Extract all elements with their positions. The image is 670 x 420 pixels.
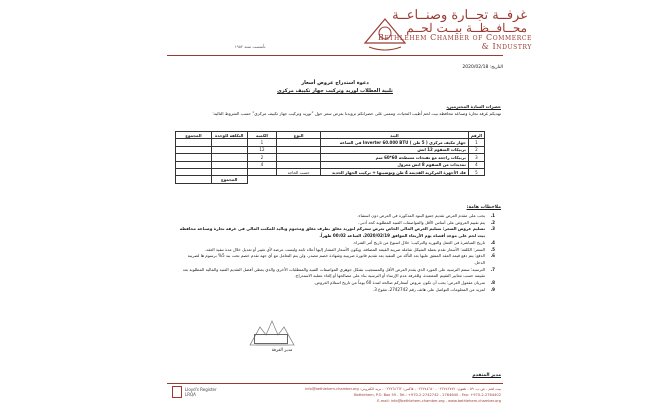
table-row: 3 بربيكات راجعة مع تفتحات مسطحة 60*60 سم 2: [176, 154, 485, 161]
notes-title: ملاحظات هامة:: [466, 205, 501, 210]
table-row: 1 جهاز مكيف مركزي ( 5 طن ) Inverter 60.000 BTU في الساعة 1: [176, 139, 485, 146]
header-title-en-2: & Industry: [481, 42, 532, 51]
list-item: 5. السعر: الكلفة: الأسعار تقدم بعملة الشيكل شاملة ضريبة القيمة المضافة، ويكون الأسعار المشار إليها أعلاه ثابتة وليست عرضة لأي تغيير أو تعديل خلال مدة تنفيذ العقد.: [204, 246, 495, 252]
closing-line: مدير المتقدم: [472, 373, 501, 378]
signature-box: [254, 334, 288, 344]
notes-list: [175, 213, 495, 293]
founded-text: تأسست سنة ١٩٥٢: [234, 44, 266, 49]
list-item: 1. يجب على مقدم العرض تقديم جميع البنود المذكورة في العرض دون استثناء.: [357, 213, 495, 218]
list-item: 9. لمزيد من المعلومات التواصل على هاتف رقم 2742742، مقوع 3.: [372, 286, 495, 292]
table-row: 5 فك الأجهزة المركزية القديمة 4 طن وتوضيبها + تركيب الجهاز الجديد حسب الحاجة: [176, 168, 485, 175]
col-quantity: الكمية: [247, 132, 277, 139]
header-divider: [167, 55, 503, 56]
letter-page: [137, 0, 533, 420]
table-header-row: [176, 132, 485, 139]
footer-divider: [167, 383, 503, 384]
col-item: البند: [320, 132, 468, 139]
col-total: المجموع: [176, 132, 212, 139]
col-unit-cost: التكلفة للوحدة: [211, 132, 247, 139]
signature-label: مدير الغرفة: [271, 348, 293, 353]
list-item: 7. الترسية: ستتم الترسية على المورد الذي يقدم العرض الأقل والمستجيب بشكل جوهري المواصفات الفنية والمتطلبات الأخرى والذي يعطي أفضل التقديم الفنية والمالية المطلوبة بعد تقييمه حسب معايير التقييم المعتمدة، وللغرفة عدم الإرساء أو الترسية بناء على مصالحها أو إلغاء عملية الاستدراج.: [182, 266, 495, 279]
header-title-ar: غرفــة تجــارة وصنــاعــة: [392, 8, 527, 23]
letter-title: دعوة استدراج عروض أسعار: [301, 80, 369, 86]
table-row: 2 بربيكات السقوم 12 انش 12: [176, 146, 485, 153]
intro-paragraph: تهديكم غرفة تجارة وصناعة محافظة بيت لحم أطيب التحيات، وتتمنى على حضراتكم تزويدنا بعرض سعر حول "توريد وتركيب جهاز تكييف مركزي" حسب الشروط التالية:: [212, 111, 501, 116]
total-value: [176, 176, 212, 183]
header-title-en: Bethlehem Chamber of Commerce: [377, 33, 532, 42]
header-title-ar-2: محــافــظــة بيــت لحــم: [406, 21, 527, 35]
letter-date: التاريخ: 2020/02/18: [462, 65, 503, 70]
footer-address-ar: بيت لحم - ص.ب. ٥٩ - تلفون: ٠٢٢٧٤٢٧٤٢ - ٠٢٢٧٤٤٦٤٠ - فاكس: ٠٢٢٧٦٤٦٦٢ - بريد الكتروني: info@bethlehem-chamber.org: [305, 387, 501, 391]
lloyds-register-logo-icon: [172, 386, 182, 398]
lloyds-register-text: Lloyd's Register LRQA: [185, 387, 217, 397]
list-item: 6. الدفع: يتم دفع قيمة العقد المتفق عليها بعد التأكد من التنفيذ بعد تقديم فاتورة ضريبية وشهادة خصم مصدر، ولن يتم التعامل مع أي جهة تقدم خصم تحت بند 5% برسوم ها لضريبة الدخل.: [187, 253, 495, 265]
footer-contact-en: E-mail: info@bethlehem-chamber.org - www.bethlehem-chamber.org: [377, 399, 501, 403]
list-item: 8. سريان مفعول العرض: يجب أن تكون عروض أسعاركم صالحة لمدة 60 يوماً من تاريخ استلام العروض.: [313, 280, 495, 286]
list-item: 4. تاريخ المباشرة في العمل والتوريد والتركيب: خلال اسبوع من تاريخ أمر الشراء.: [352, 239, 495, 245]
col-number: الرقم: [468, 132, 484, 139]
col-type: النوع: [277, 132, 321, 139]
salutation: حضرات السادة المحترمين،: [446, 104, 501, 109]
footer-address-en: Bethlehem, P.O. Box 59 - Tel.: +970-2-2742742 - 2764640 - Fax: +970-2-2764402: [354, 393, 501, 397]
list-item: 3. تسليم عروض السعر: تسليم العرض المالي الخاص بعرض سعركم لتوريد مغلق بطرف مغلق ومختوم وباليد للمكتب المالي في غرفة تجارة وصناعة محافظة بيت لحم على موعد أقصاه يوم الأربعاء الموافق 2020/02/19، الساعة 00:02 ظهراً.: [179, 226, 495, 239]
table-total-row: [176, 176, 485, 183]
table-row: 4 تمديدات من السقوم 8 انش معزول 4: [176, 161, 485, 168]
letter-subtitle: تلبية العطلاب لوريد وتركيب جهاز تكييف مركزي: [277, 88, 393, 94]
list-item: 2. يتم تقييم العروض على أساس الأقل والمواصفات الفنية المطلوبة كحد أدنى.: [358, 219, 495, 225]
items-table: [175, 131, 485, 184]
total-label: المجموع: [211, 176, 247, 183]
